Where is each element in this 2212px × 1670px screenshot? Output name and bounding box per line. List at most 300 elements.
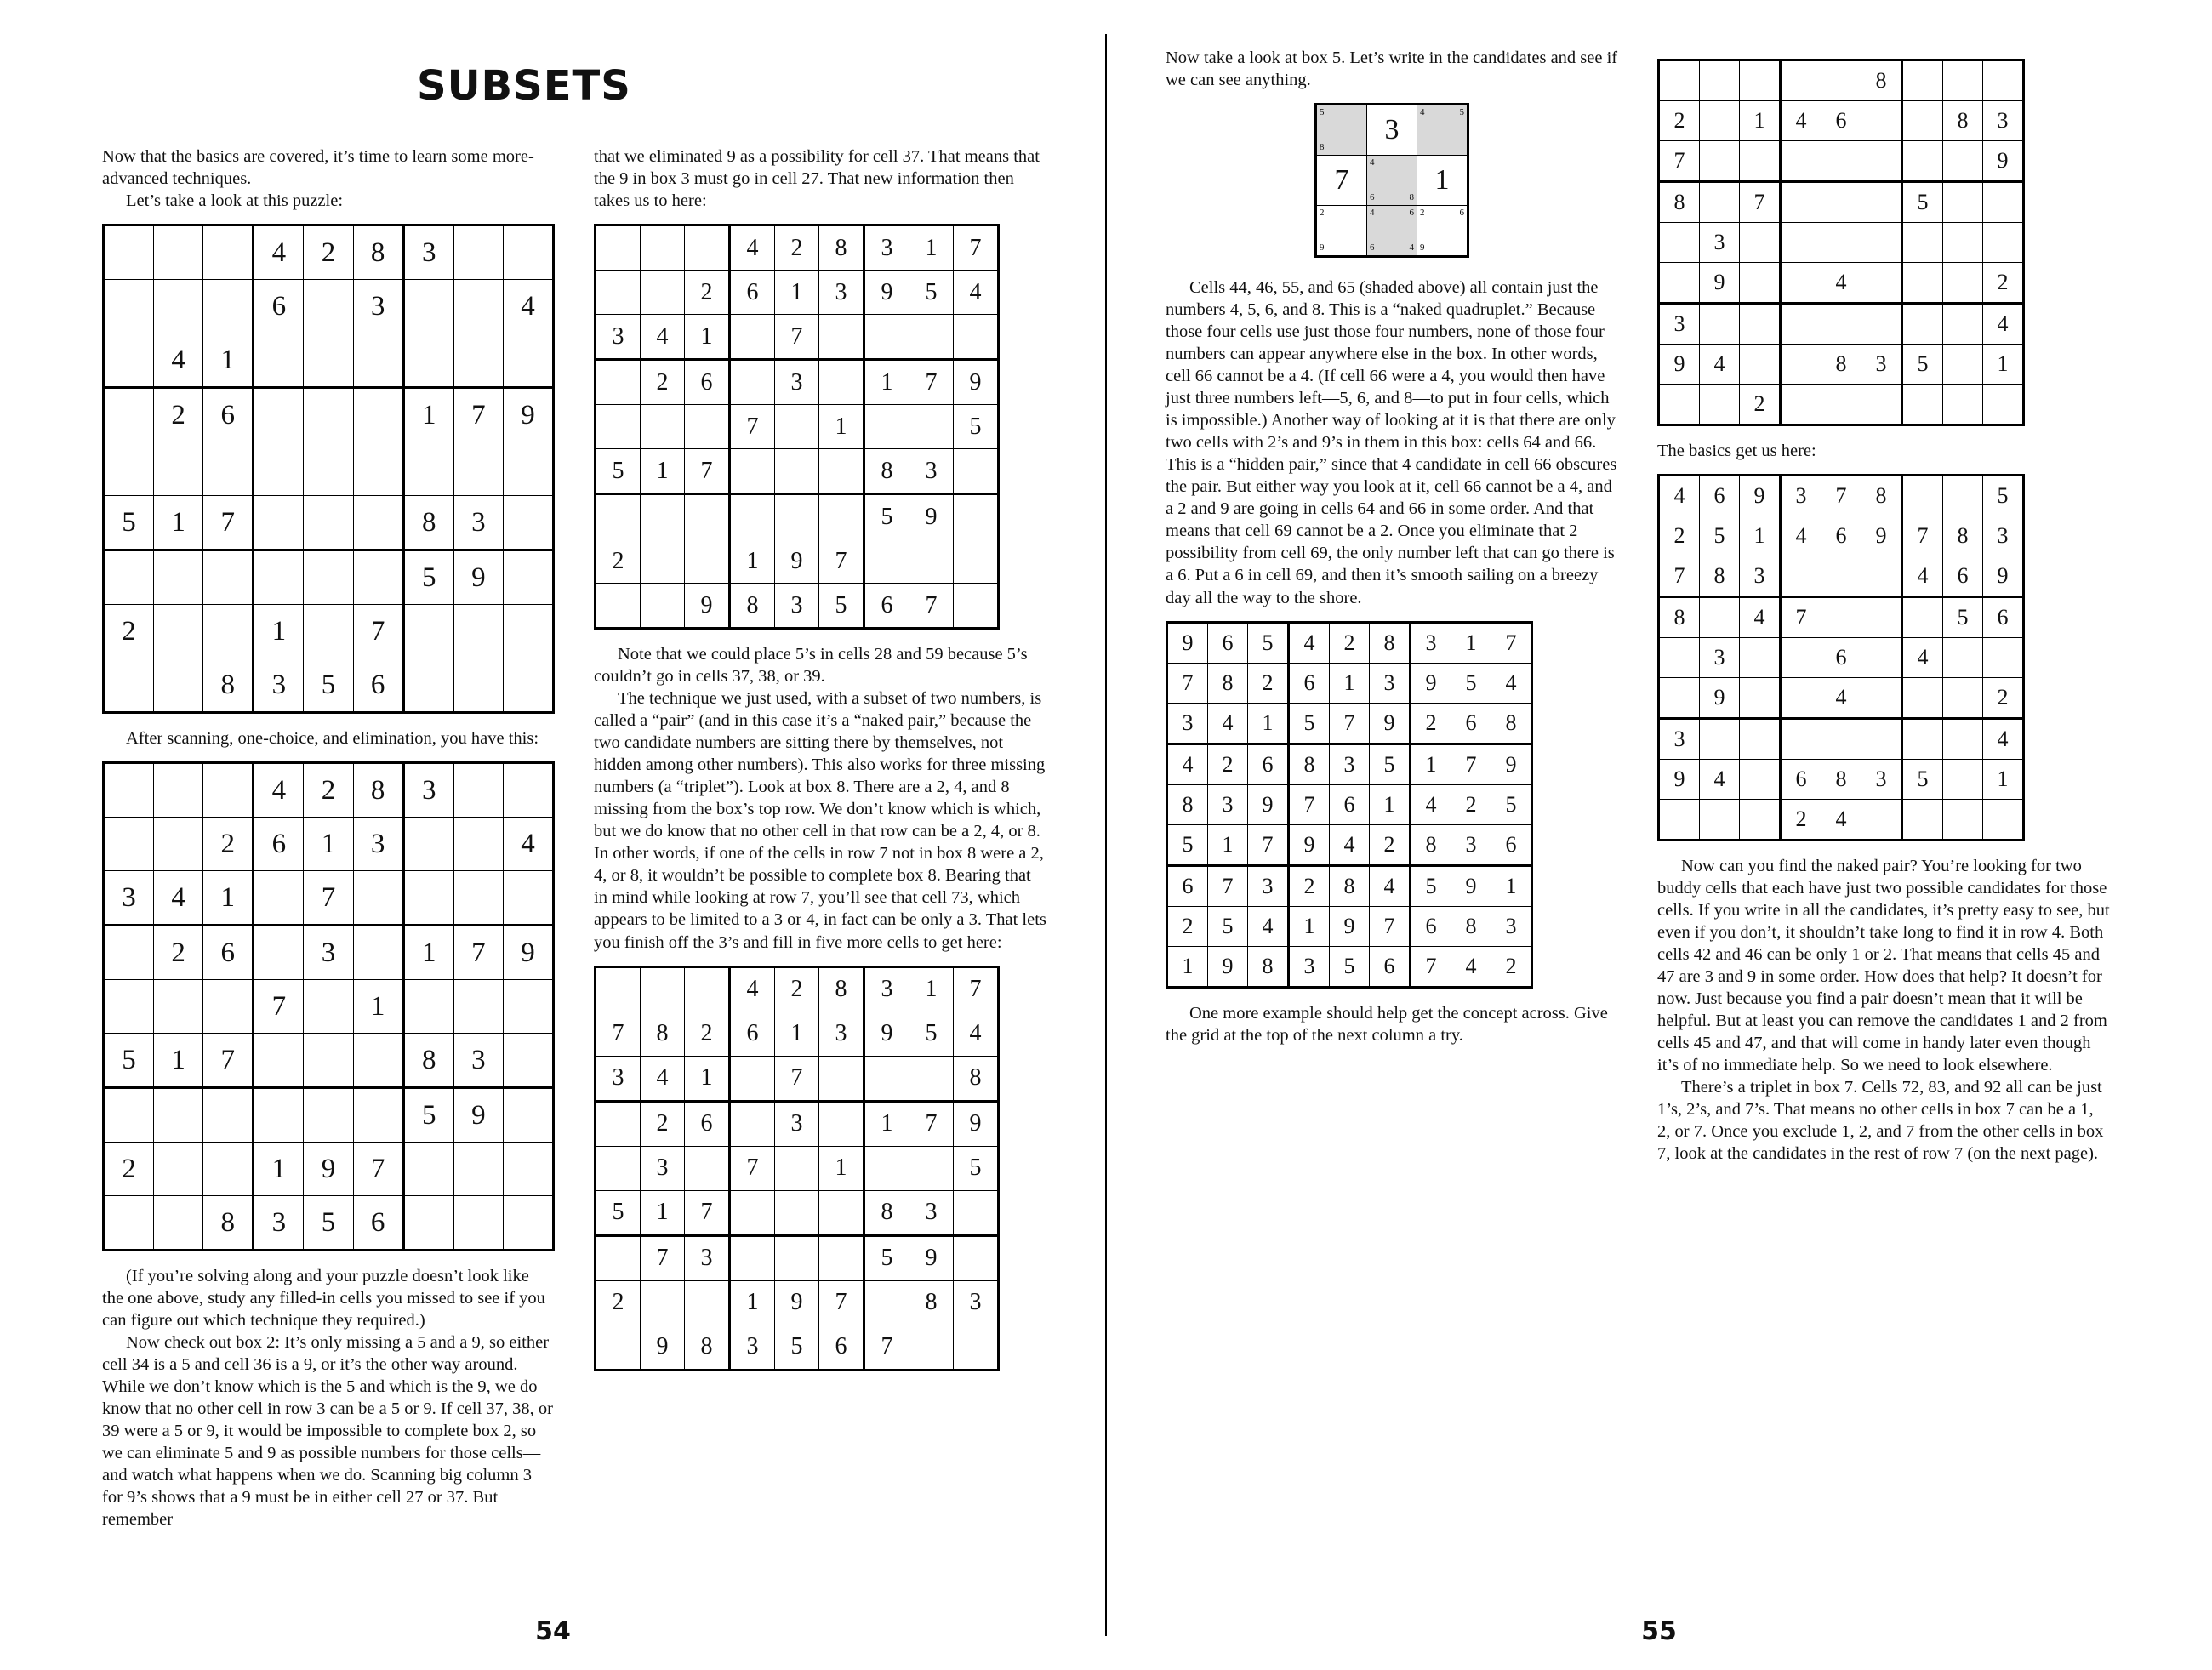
sudoku-row — [104, 1088, 554, 1143]
sudoku-cell — [596, 225, 641, 271]
sudoku-cell — [1781, 223, 1821, 263]
sudoku-grid-puzzle3 — [594, 224, 1000, 630]
sudoku-cell: 3 — [403, 763, 453, 818]
sudoku-cell: 9 — [864, 1012, 909, 1056]
candidate-number: 9 — [1320, 242, 1325, 254]
sudoku-cell — [353, 1034, 403, 1088]
sudoku-cell: 3 — [1248, 865, 1289, 906]
sudoku-cell — [775, 494, 819, 539]
sudoku-grid-puzzle1 — [102, 224, 555, 714]
sudoku-row — [104, 280, 554, 333]
sudoku-cell: 1 — [203, 333, 254, 388]
sudoku-cell — [503, 333, 553, 388]
sudoku-cell: 3 — [353, 280, 403, 333]
sudoku-row — [104, 818, 554, 871]
sudoku-cell — [775, 405, 819, 449]
paragraph: (If you’re solving along and your puzzle doesn’t look like the one above, study any filled-in cells you missed to see if you can figure out which technique they required.) — [102, 1267, 545, 1331]
paragraph: One more example should help get the concept across. Give the grid at the top of the next column a try. — [1166, 1003, 1608, 1045]
minibox-cell — [1367, 206, 1417, 257]
sudoku-cell — [685, 494, 730, 539]
sudoku-cell: 6 — [1451, 703, 1491, 744]
candidate-number: 4 — [1420, 107, 1425, 118]
sudoku-cell: 9 — [641, 1325, 685, 1370]
minibox-row — [1316, 156, 1468, 206]
sudoku-cell: 5 — [1491, 784, 1532, 824]
sudoku-cell — [203, 1143, 254, 1196]
sudoku-cell — [154, 550, 203, 605]
sudoku-cell — [596, 966, 641, 1012]
sudoku-cell: 6 — [1491, 824, 1532, 865]
sudoku-cell: 6 — [1370, 946, 1411, 987]
paragraph: Cells 44, 46, 55, and 65 (shaded above) all contain just the numbers 4, 5, 6, and 8. This is a “naked quadruplet.” Because those four cells use just those four numbers, none of those four numbers can appear anywhere else in the box. In other words, cell 66 cannot be a 4. (If cell 66 were a 4, you would then have just three numbers left—5, 6, and 8—to put in four cells, which is impossible.) Another way of looking at it is that there are only two cells with 2’s and 9’s in them in this box: cells 64 and 66. This is a “hidden pair,” since that 4 candidate in cell 66 obscures the pair. But either way you look at it, cell 66 cannot be a 4, and a 2 and 9 are going in cells 64 and 66 in some order. And that means that cell 69 cannot be a 2. Once you eliminate that 2 possibility from cell 69, the only number left that can go there is a 6. Put a 6 in cell 69, and then it’s smooth sailing on a breezy day all the way to the shore. — [1166, 278, 1617, 607]
sudoku-row — [596, 1146, 999, 1190]
sudoku-row — [596, 966, 999, 1012]
sudoku-row — [596, 1280, 999, 1325]
sudoku-cell: 2 — [1330, 622, 1370, 663]
sudoku-cell: 5 — [954, 1146, 999, 1190]
sudoku-cell — [503, 442, 553, 496]
sudoku-cell: 2 — [154, 926, 203, 980]
sudoku-cell — [1943, 223, 1983, 263]
sudoku-cell — [353, 550, 403, 605]
sudoku-row — [1659, 476, 2024, 516]
sudoku-cell: 7 — [1659, 141, 1700, 182]
sudoku-cell: 9 — [1659, 345, 1700, 385]
sudoku-cell — [353, 388, 403, 442]
sudoku-cell — [596, 1146, 641, 1190]
sudoku-cell — [730, 315, 775, 360]
sudoku-row — [596, 1056, 999, 1101]
sudoku-cell — [503, 1088, 553, 1143]
sudoku-cell: 2 — [1451, 784, 1491, 824]
sudoku-row — [1659, 800, 2024, 841]
sudoku-cell — [909, 539, 954, 584]
sudoku-cell — [819, 360, 864, 405]
sudoku-cell — [1700, 304, 1740, 345]
sudoku-cell: 4 — [954, 1012, 999, 1056]
sudoku-cell — [685, 1280, 730, 1325]
sudoku-cell: 1 — [864, 360, 909, 405]
sudoku-cell — [864, 315, 909, 360]
sudoku-cell: 1 — [1248, 703, 1289, 744]
sudoku-cell: 6 — [685, 360, 730, 405]
sudoku-row — [1659, 678, 2024, 719]
sudoku-cell — [353, 333, 403, 388]
sudoku-row — [596, 494, 999, 539]
sudoku-cell — [403, 818, 453, 871]
sudoku-cell: 6 — [1248, 744, 1289, 784]
sudoku-grid-puzzle5 — [1657, 59, 2025, 426]
sudoku-cell: 9 — [503, 388, 553, 442]
paragraph: There’s a triplet in box 7. Cells 72, 83, and 92 all can be just 1’s, 2’s, and 7’s. That means no other cells in box 7 can be a 1, 2, or 7. Once you exclude 1, 2, and 7 from the other cells in box 7, look at the candidates in the rest of row 7 (on the next page). — [1657, 1078, 2104, 1164]
sudoku-cell — [254, 496, 304, 550]
sudoku-cell: 4 — [503, 818, 553, 871]
sudoku-cell: 9 — [775, 539, 819, 584]
candidate-number: 4 — [1370, 208, 1375, 219]
sudoku-cell: 6 — [1289, 663, 1330, 703]
sudoku-cell: 6 — [254, 818, 304, 871]
sudoku-cell: 3 — [403, 225, 453, 280]
sudoku-cell — [596, 1235, 641, 1280]
sudoku-cell: 9 — [453, 1088, 503, 1143]
sudoku-cell: 2 — [641, 1101, 685, 1146]
sudoku-cell — [1740, 60, 1781, 101]
sudoku-cell: 3 — [104, 871, 154, 926]
sudoku-cell: 7 — [685, 1190, 730, 1235]
sudoku-cell — [104, 225, 154, 280]
sudoku-cell — [304, 980, 353, 1034]
sudoku-row — [1167, 784, 1532, 824]
sudoku-cell: 1 — [775, 1012, 819, 1056]
sudoku-row — [1659, 263, 2024, 304]
paragraph: After scanning, one-choice, and elimination, you have this: — [126, 729, 539, 749]
sudoku-cell: 4 — [730, 966, 775, 1012]
sudoku-cell: 5 — [1451, 663, 1491, 703]
sudoku-cell — [453, 763, 503, 818]
sudoku-row — [104, 1143, 554, 1196]
sudoku-cell — [403, 333, 453, 388]
sudoku-cell: 5 — [1902, 182, 1943, 223]
sudoku-cell — [596, 494, 641, 539]
sudoku-cell: 9 — [453, 550, 503, 605]
sudoku-cell: 6 — [819, 1325, 864, 1370]
sudoku-cell — [1902, 800, 1943, 841]
sudoku-cell — [1659, 638, 1700, 678]
minibox-cell — [1417, 105, 1468, 156]
sudoku-cell: 8 — [1411, 824, 1451, 865]
sudoku-cell — [304, 496, 353, 550]
sudoku-row — [596, 539, 999, 584]
sudoku-cell — [819, 449, 864, 494]
sudoku-cell — [954, 1190, 999, 1235]
sudoku-row — [596, 1190, 999, 1235]
sudoku-cell: 3 — [596, 315, 641, 360]
sudoku-cell: 6 — [1943, 556, 1983, 597]
sudoku-cell: 5 — [1700, 516, 1740, 556]
sudoku-cell: 4 — [954, 271, 999, 315]
sudoku-cell: 4 — [1208, 703, 1248, 744]
sudoku-cell: 9 — [1411, 663, 1451, 703]
sudoku-cell — [641, 225, 685, 271]
sudoku-cell — [1983, 638, 2024, 678]
sudoku-cell: 8 — [685, 1325, 730, 1370]
sudoku-cell — [403, 605, 453, 658]
sudoku-cell — [596, 271, 641, 315]
sudoku-cell: 7 — [819, 539, 864, 584]
sudoku-cell — [503, 605, 553, 658]
sudoku-cell: 3 — [775, 584, 819, 629]
paragraph: that we eliminated 9 as a possibility for cell 37. That means that the 9 in box 3 must go in cell 27. That new information then takes us to here: — [594, 147, 1040, 211]
sudoku-cell: 9 — [864, 271, 909, 315]
sudoku-cell — [503, 225, 553, 280]
minibox-value: 3 — [1384, 114, 1400, 146]
sudoku-cell: 9 — [1983, 141, 2024, 182]
sudoku-cell: 4 — [1902, 638, 1943, 678]
sudoku-cell — [1861, 678, 1902, 719]
sudoku-cell: 9 — [1700, 263, 1740, 304]
sudoku-cell — [1943, 263, 1983, 304]
page-number-right: 55 — [1641, 1616, 1677, 1646]
sudoku-cell — [1781, 182, 1821, 223]
sudoku-cell: 6 — [1821, 638, 1861, 678]
sudoku-row — [1167, 622, 1532, 663]
sudoku-cell: 7 — [909, 584, 954, 629]
sudoku-cell — [104, 550, 154, 605]
sudoku-cell — [730, 449, 775, 494]
sudoku-cell: 5 — [1370, 744, 1411, 784]
sudoku-cell: 6 — [1821, 101, 1861, 141]
sudoku-cell — [819, 1101, 864, 1146]
sudoku-row — [1659, 345, 2024, 385]
sudoku-cell — [641, 1280, 685, 1325]
sudoku-cell — [203, 1088, 254, 1143]
paragraph: Now take a look at box 5. Let’s write in the candidates and see if we can see anything. — [1166, 48, 1618, 90]
sudoku-cell — [819, 1190, 864, 1235]
sudoku-cell: 3 — [1983, 101, 2024, 141]
sudoku-cell: 4 — [1902, 556, 1943, 597]
candidate-number: 5 — [1459, 107, 1464, 118]
sudoku-cell — [1821, 141, 1861, 182]
sudoku-cell: 9 — [1659, 760, 1700, 800]
sudoku-cell: 7 — [1208, 865, 1248, 906]
page-title: SUBSETS — [417, 62, 631, 110]
sudoku-cell: 8 — [819, 966, 864, 1012]
sudoku-cell: 8 — [1821, 345, 1861, 385]
sudoku-cell — [203, 442, 254, 496]
sudoku-cell: 6 — [1700, 476, 1740, 516]
sudoku-row — [1659, 304, 2024, 345]
sudoku-row — [1167, 865, 1532, 906]
sudoku-cell: 1 — [1289, 906, 1330, 946]
sudoku-cell — [685, 405, 730, 449]
sudoku-row — [596, 1235, 999, 1280]
sudoku-cell: 8 — [730, 584, 775, 629]
sudoku-cell: 7 — [954, 966, 999, 1012]
sudoku-cell — [1943, 760, 1983, 800]
sudoku-cell: 3 — [1700, 223, 1740, 263]
sudoku-cell — [954, 449, 999, 494]
sudoku-cell — [304, 605, 353, 658]
sudoku-cell — [1659, 800, 1700, 841]
sudoku-cell — [154, 658, 203, 713]
sudoku-cell: 2 — [1370, 824, 1411, 865]
sudoku-cell: 5 — [1983, 476, 2024, 516]
sudoku-cell: 2 — [1167, 906, 1208, 946]
sudoku-cell: 3 — [254, 658, 304, 713]
sudoku-cell: 9 — [1451, 865, 1491, 906]
sudoku-cell — [1821, 182, 1861, 223]
sudoku-cell: 4 — [503, 280, 553, 333]
sudoku-cell — [503, 1034, 553, 1088]
sudoku-row — [1659, 141, 2024, 182]
sudoku-cell — [596, 1101, 641, 1146]
candidate-number: 6 — [1459, 208, 1464, 219]
sudoku-cell: 4 — [1983, 304, 2024, 345]
sudoku-row — [1167, 906, 1532, 946]
sudoku-cell: 9 — [1491, 744, 1532, 784]
sudoku-cell: 1 — [1740, 101, 1781, 141]
sudoku-cell: 8 — [1451, 906, 1491, 946]
sudoku-cell — [503, 1196, 553, 1251]
sudoku-row — [596, 271, 999, 315]
sudoku-cell: 1 — [304, 818, 353, 871]
sudoku-cell: 6 — [1411, 906, 1451, 946]
sudoku-cell: 2 — [1659, 516, 1700, 556]
sudoku-cell: 7 — [775, 315, 819, 360]
sudoku-cell — [1781, 263, 1821, 304]
sudoku-cell — [353, 442, 403, 496]
sudoku-row — [1167, 703, 1532, 744]
sudoku-cell — [453, 980, 503, 1034]
sudoku-cell — [864, 1280, 909, 1325]
sudoku-grid-puzzle4 — [594, 966, 1000, 1371]
sudoku-cell: 3 — [1208, 784, 1248, 824]
sudoku-cell: 6 — [685, 1101, 730, 1146]
sudoku-cell: 1 — [775, 271, 819, 315]
sudoku-row — [1659, 182, 2024, 223]
sudoku-cell: 5 — [1208, 906, 1248, 946]
sudoku-cell — [685, 966, 730, 1012]
sudoku-cell — [641, 271, 685, 315]
sudoku-cell — [1740, 800, 1781, 841]
sudoku-cell — [104, 980, 154, 1034]
sudoku-cell — [1821, 223, 1861, 263]
sudoku-cell — [203, 763, 254, 818]
sudoku-cell — [403, 1143, 453, 1196]
sudoku-cell — [104, 333, 154, 388]
sudoku-cell — [1902, 304, 1943, 345]
sudoku-cell: 3 — [1167, 703, 1208, 744]
sudoku-cell: 6 — [254, 280, 304, 333]
sudoku-cell: 4 — [1411, 784, 1451, 824]
sudoku-cell — [1943, 476, 1983, 516]
right-page — [1106, 0, 2212, 1670]
sudoku-cell: 3 — [819, 1012, 864, 1056]
sudoku-cell — [453, 658, 503, 713]
sudoku-cell: 5 — [1330, 946, 1370, 987]
sudoku-cell: 9 — [1740, 476, 1781, 516]
paragraph: The basics get us here: — [1657, 442, 1816, 460]
sudoku-cell: 4 — [1821, 263, 1861, 304]
sudoku-cell: 3 — [1370, 663, 1411, 703]
sudoku-cell: 2 — [1491, 946, 1532, 987]
sudoku-cell: 4 — [154, 871, 203, 926]
sudoku-cell: 9 — [1208, 946, 1248, 987]
sudoku-cell — [203, 980, 254, 1034]
sudoku-cell — [1902, 719, 1943, 760]
sudoku-cell — [1861, 223, 1902, 263]
sudoku-row — [1659, 719, 2024, 760]
sudoku-cell: 7 — [203, 496, 254, 550]
candidate-number: 8 — [1409, 192, 1414, 203]
sudoku-cell: 4 — [254, 225, 304, 280]
sudoku-cell — [104, 388, 154, 442]
sudoku-cell: 2 — [1983, 263, 2024, 304]
sudoku-cell: 8 — [909, 1280, 954, 1325]
sudoku-cell — [453, 605, 503, 658]
sudoku-cell — [1902, 476, 1943, 516]
sudoku-cell — [1781, 345, 1821, 385]
sudoku-cell — [1902, 678, 1943, 719]
sudoku-cell — [203, 280, 254, 333]
sudoku-cell — [1700, 141, 1740, 182]
sudoku-cell — [304, 550, 353, 605]
sudoku-cell — [954, 584, 999, 629]
sudoku-cell: 3 — [864, 966, 909, 1012]
candidate-number: 2 — [1320, 208, 1325, 219]
sudoku-cell — [453, 280, 503, 333]
sudoku-cell: 2 — [1411, 703, 1451, 744]
sudoku-cell — [1781, 638, 1821, 678]
sudoku-cell — [1983, 385, 2024, 425]
sudoku-cell: 5 — [104, 1034, 154, 1088]
sudoku-cell: 8 — [819, 225, 864, 271]
sudoku-cell: 9 — [1248, 784, 1289, 824]
sudoku-cell — [730, 1190, 775, 1235]
sudoku-cell: 3 — [1781, 476, 1821, 516]
sudoku-cell: 9 — [1983, 556, 2024, 597]
sudoku-cell: 9 — [1370, 703, 1411, 744]
sudoku-row — [104, 1034, 554, 1088]
sudoku-row — [104, 980, 554, 1034]
sudoku-row — [1659, 760, 2024, 800]
sudoku-cell — [353, 926, 403, 980]
sudoku-cell — [1781, 678, 1821, 719]
sudoku-cell: 4 — [1167, 744, 1208, 784]
sudoku-cell — [104, 280, 154, 333]
sudoku-cell: 6 — [1208, 622, 1248, 663]
sudoku-cell — [1700, 385, 1740, 425]
sudoku-cell: 6 — [864, 584, 909, 629]
sudoku-cell: 1 — [353, 980, 403, 1034]
sudoku-row — [1167, 744, 1532, 784]
sudoku-grid-puzzle2 — [102, 761, 555, 1251]
sudoku-cell — [819, 1056, 864, 1101]
candidate-number: 9 — [1420, 242, 1425, 254]
sudoku-cell — [403, 871, 453, 926]
sudoku-cell: 1 — [1491, 865, 1532, 906]
sudoku-cell — [1781, 719, 1821, 760]
sudoku-cell — [104, 1196, 154, 1251]
sudoku-cell: 2 — [596, 1280, 641, 1325]
sudoku-cell: 7 — [775, 1056, 819, 1101]
sudoku-cell: 9 — [1861, 516, 1902, 556]
sudoku-cell: 6 — [730, 1012, 775, 1056]
sudoku-cell: 2 — [304, 763, 353, 818]
sudoku-cell: 3 — [1861, 760, 1902, 800]
sudoku-cell: 5 — [954, 405, 999, 449]
sudoku-cell — [104, 1088, 154, 1143]
sudoku-row — [1167, 946, 1532, 987]
sudoku-cell — [1943, 304, 1983, 345]
sudoku-row — [1659, 597, 2024, 638]
sudoku-cell — [453, 871, 503, 926]
candidate-number: 8 — [1320, 142, 1325, 153]
sudoku-cell: 7 — [254, 980, 304, 1034]
sudoku-cell: 3 — [1861, 345, 1902, 385]
sudoku-cell — [1659, 678, 1700, 719]
sudoku-cell — [1740, 638, 1781, 678]
sudoku-cell: 4 — [1740, 597, 1781, 638]
sudoku-cell — [775, 1235, 819, 1280]
sudoku-row — [596, 1101, 999, 1146]
sudoku-cell: 7 — [453, 388, 503, 442]
sudoku-cell — [1781, 385, 1821, 425]
sudoku-cell — [1983, 223, 2024, 263]
sudoku-cell: 4 — [1248, 906, 1289, 946]
sudoku-cell — [685, 1146, 730, 1190]
sudoku-cell: 1 — [1167, 946, 1208, 987]
